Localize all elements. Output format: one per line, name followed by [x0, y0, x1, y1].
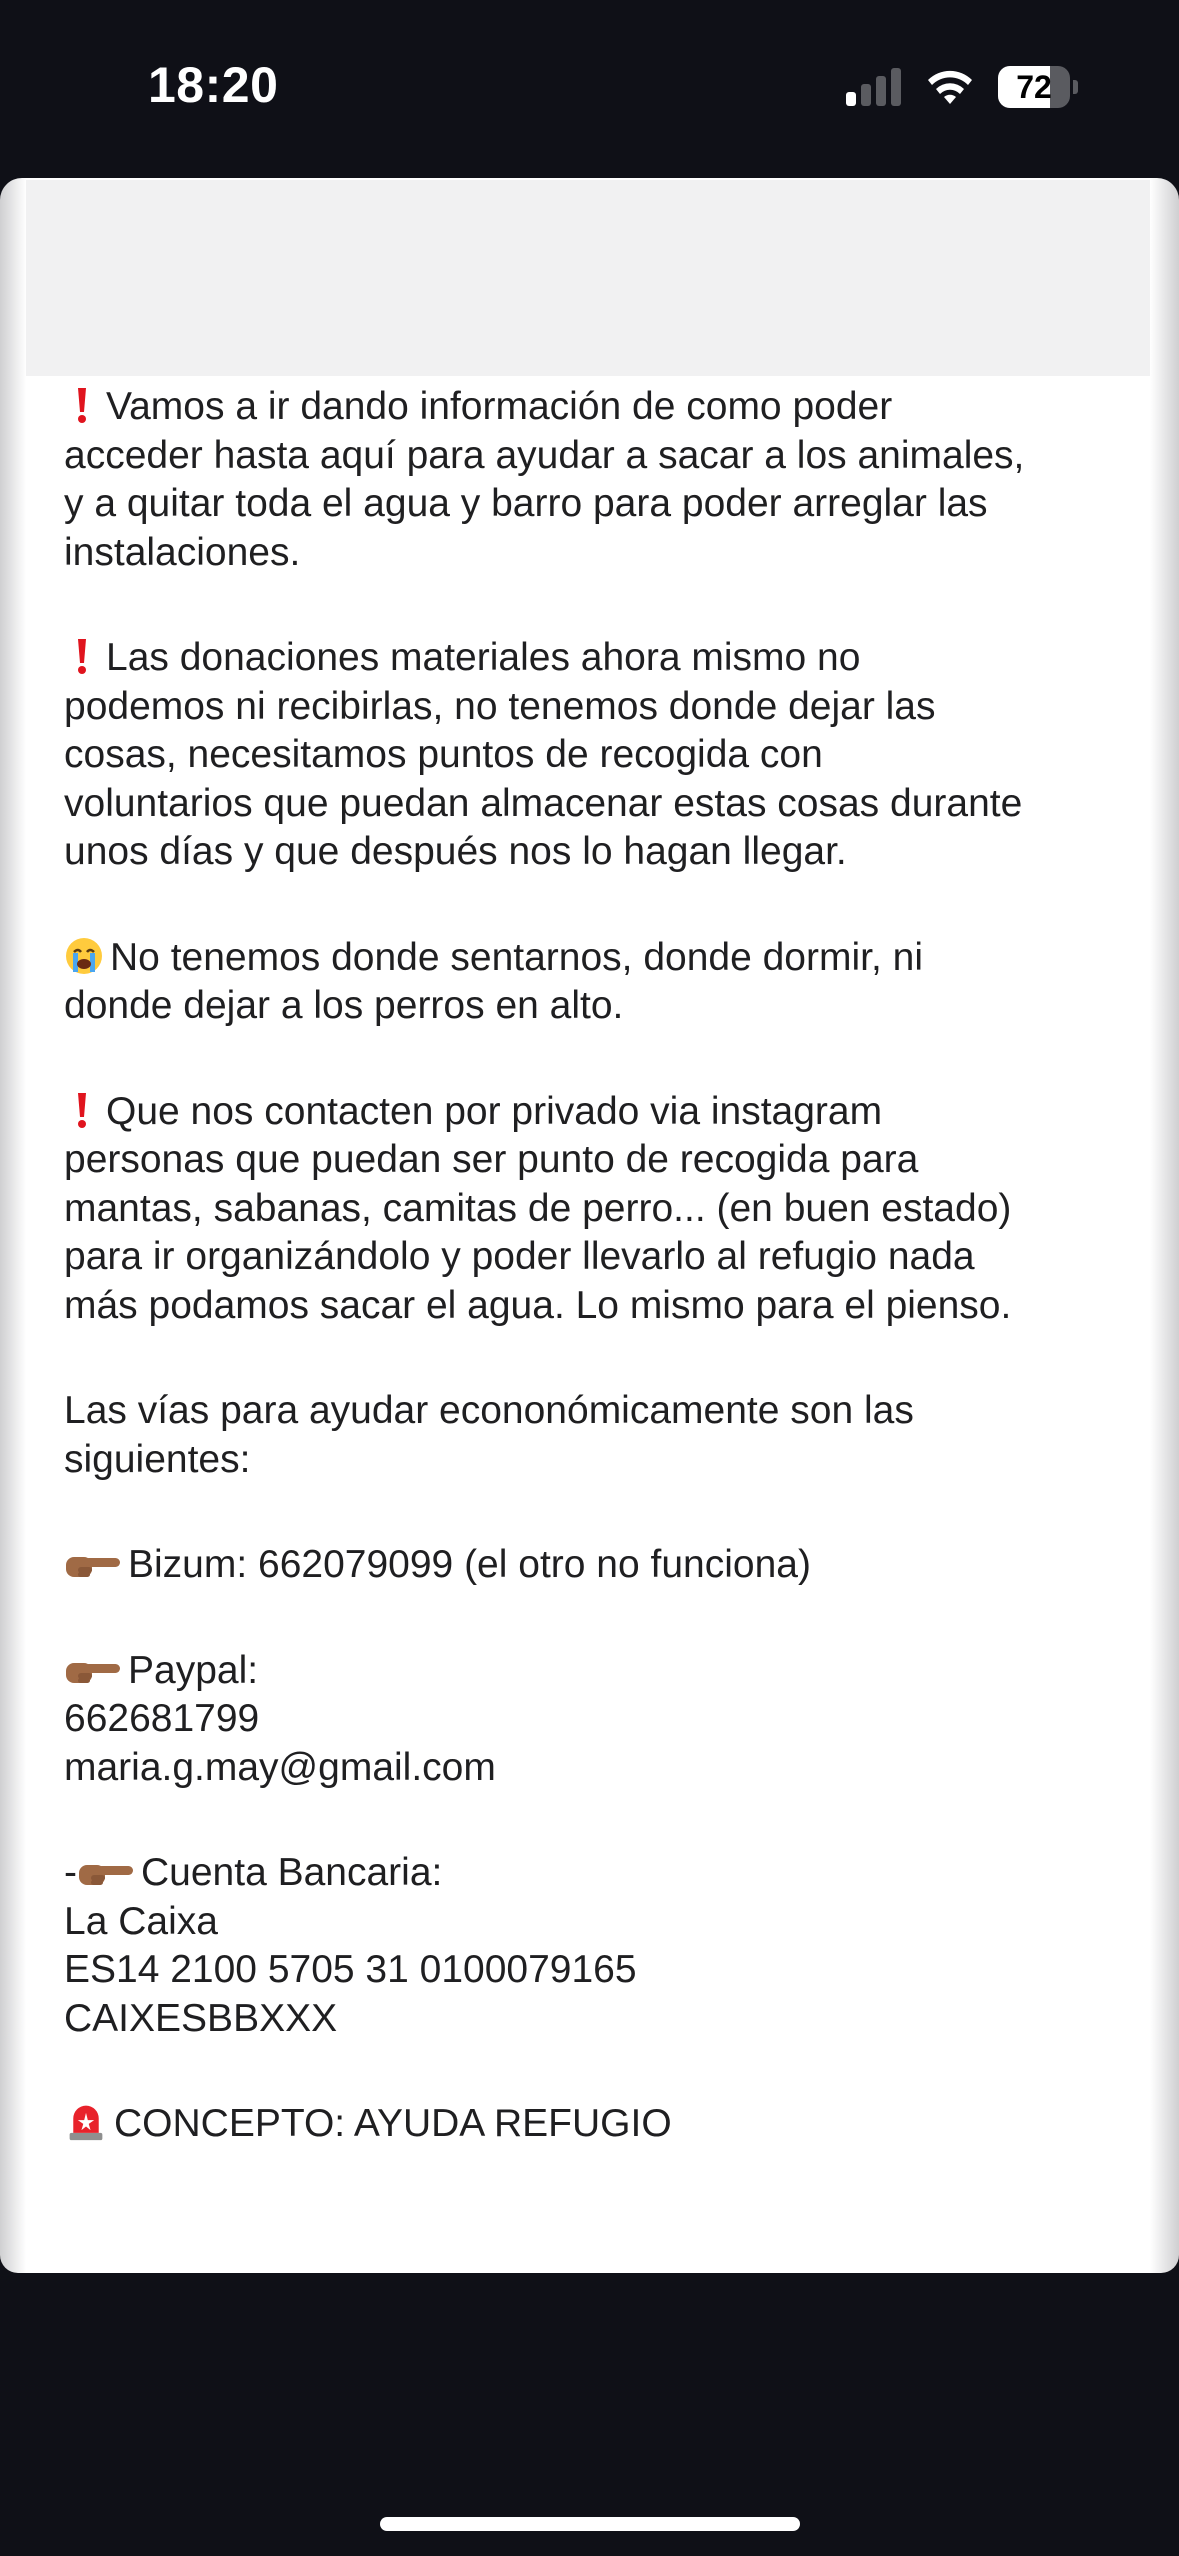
post-paragraph	[64, 1647, 1154, 1793]
line-text: cosas, necesitamos puntos de recogida con	[64, 733, 823, 776]
line-text: Cuenta Bancaria:	[141, 1851, 443, 1894]
battery-icon	[998, 66, 1078, 108]
line-text: No tenemos donde sentarnos, donde dormir, ni	[110, 935, 924, 979]
signal-bar	[891, 68, 901, 106]
line-prefix: -	[64, 1851, 77, 1894]
pointing-hand-icon	[77, 1851, 135, 1891]
signal-bar	[876, 76, 886, 106]
post-line	[64, 1647, 1154, 1696]
line-text: más podamos sacar el agua. Lo mismo para el pienso.	[64, 1283, 1012, 1327]
line-text: donde dejar a los perros en alto.	[64, 984, 624, 1027]
line-text: voluntarios que puedan almacenar estas cosas durante	[64, 781, 1023, 825]
post-line	[64, 1946, 1154, 1995]
line-text: mantas, sabanas, camitas de perro... (en buen estado)	[64, 1186, 1012, 1230]
post-line	[64, 1898, 1154, 1947]
wifi-icon	[925, 66, 975, 106]
post-line	[64, 2100, 1154, 2149]
post-line	[64, 1185, 1154, 1234]
post-line	[64, 1744, 1154, 1793]
post-line	[64, 1541, 1154, 1590]
cellular-signal-icon	[846, 66, 902, 106]
line-text: Que nos contacten por privado via instagram	[106, 1089, 883, 1133]
exclamation-icon	[64, 636, 100, 676]
pointing-hand-icon	[64, 1543, 122, 1583]
post-line	[64, 432, 1154, 481]
post-line	[64, 1233, 1154, 1282]
post-paragraph	[64, 383, 1154, 577]
line-text: podemos ni recibirlas, no tenemos donde dejar las	[64, 684, 936, 728]
home-indicator[interactable]	[380, 2517, 800, 2531]
post-line	[64, 1282, 1154, 1331]
signal-bar	[846, 92, 856, 106]
signal-bar	[861, 84, 871, 106]
crying-face-icon	[64, 936, 104, 976]
post-paragraph	[64, 1541, 1154, 1590]
line-text: Las vías para ayudar econonómicamente son las	[64, 1389, 914, 1432]
post-line	[64, 934, 1154, 983]
status-bar	[0, 0, 1179, 175]
post-line	[64, 731, 1154, 780]
post-paragraph	[64, 634, 1154, 877]
siren-icon	[64, 2102, 108, 2142]
post-line	[64, 529, 1154, 578]
line-text: y a quitar toda el agua y barro para poder arreglar las	[64, 482, 988, 525]
battery-body	[998, 66, 1070, 108]
post-paragraph	[64, 1387, 1154, 1484]
line-text: Las donaciones materiales ahora mismo no	[106, 636, 861, 679]
status-time: 18:20	[148, 57, 279, 113]
line-text: instalaciones.	[64, 530, 301, 574]
pointing-hand-icon	[64, 1649, 122, 1689]
line-text: siguientes:	[64, 1437, 251, 1481]
post-header-area	[26, 180, 1150, 376]
battery-tip	[1073, 80, 1078, 94]
post-line	[64, 383, 1154, 432]
post-line	[64, 1849, 1154, 1898]
line-text: 662681799	[64, 1697, 260, 1740]
line-text: Vamos a ir dando información de como poder	[106, 385, 893, 428]
post-line	[64, 828, 1154, 877]
line-text: Paypal:	[128, 1648, 259, 1692]
post-paragraph	[64, 1849, 1154, 2043]
post-paragraph	[64, 934, 1154, 1031]
post-line	[64, 634, 1154, 683]
line-text: para ir organizándolo y poder llevarlo al refugio nada	[64, 1235, 975, 1278]
post-line	[64, 1695, 1154, 1744]
post-line	[64, 1088, 1154, 1137]
post-line	[64, 1995, 1154, 2044]
battery-level: 72	[1016, 69, 1052, 105]
post-line	[64, 1136, 1154, 1185]
post-line	[64, 982, 1154, 1031]
exclamation-icon	[64, 385, 100, 425]
line-text: acceder hasta aquí para ayudar a sacar a los animales,	[64, 433, 1025, 477]
line-text: maria.g.may@gmail.com	[64, 1745, 496, 1789]
post-line	[64, 683, 1154, 732]
line-text: Bizum: 662079099 (el otro no funciona)	[128, 1543, 811, 1586]
line-text: personas que puedan ser punto de recogida para	[64, 1138, 919, 1181]
exclamation-icon	[64, 1090, 100, 1130]
post-text	[64, 383, 1154, 2206]
post-paragraph	[64, 1088, 1154, 1331]
post-line	[64, 1387, 1154, 1436]
line-text: unos días y que después nos lo hagan llegar.	[64, 830, 847, 873]
line-text: ES14 2100 5705 31 0100079165	[64, 1948, 637, 1991]
post-paragraph	[64, 2100, 1154, 2149]
line-text: CONCEPTO: AYUDA REFUGIO	[114, 2102, 672, 2145]
line-text: La Caixa	[64, 1899, 218, 1943]
line-text: CAIXESBBXXX	[64, 1996, 338, 2040]
post-line	[64, 780, 1154, 829]
post-line	[64, 1436, 1154, 1485]
post-line	[64, 480, 1154, 529]
